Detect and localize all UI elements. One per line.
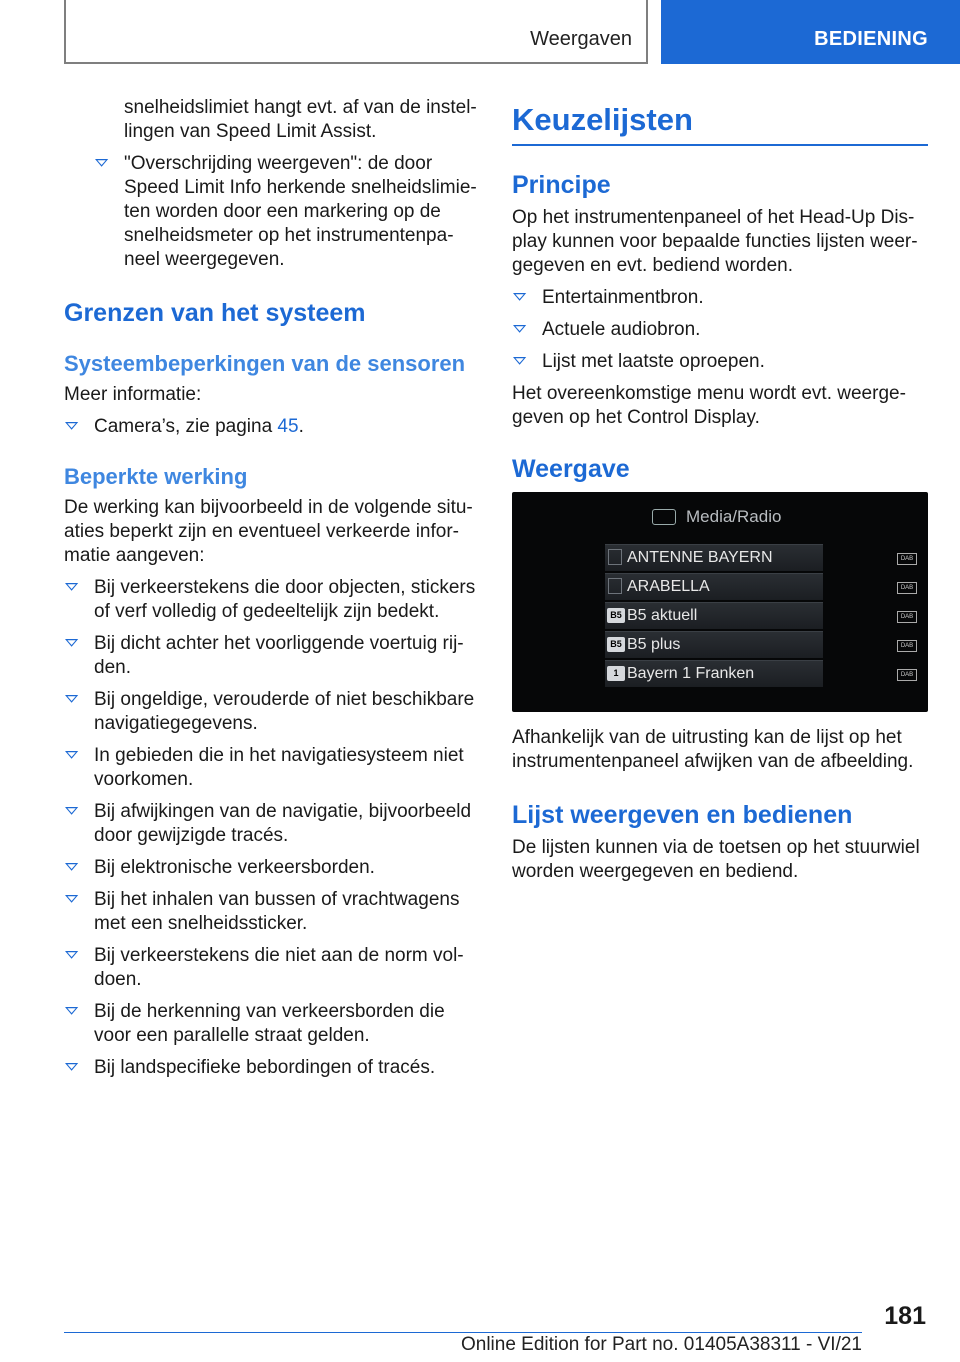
station-label: ANTENNE BAYERN	[627, 549, 773, 566]
list-item-text: Bij dicht achter het voorliggende voertuig rij-den.	[94, 633, 464, 678]
list-item	[64, 944, 480, 992]
list-item	[64, 576, 480, 624]
header-chapter-tab	[661, 0, 960, 64]
station-label: B5 aktuell	[627, 607, 698, 624]
list-item-text: Actuele audiobron.	[542, 319, 701, 340]
header-section-title: Weergaven	[530, 28, 632, 50]
dab-badge-icon: DAB	[897, 669, 917, 681]
bullet-triangle-icon	[513, 325, 526, 333]
station-row	[605, 631, 914, 658]
station-label: B5 plus	[627, 636, 681, 653]
list-item-text: Bij ongeldige, verouderde of niet beschikbare navigatiegegevens.	[94, 689, 475, 734]
media-radio-icon	[652, 509, 676, 525]
continued-paragraph: snelheidslimiet hangt evt. af van de instel-lingen van Speed Limit Assist.	[124, 97, 477, 142]
footer-rule	[64, 1332, 862, 1333]
screen-title-text: Media/Radio	[686, 507, 782, 526]
bullet-triangle-icon	[95, 159, 108, 167]
list-item	[64, 744, 480, 792]
heading-principle: Principe	[512, 171, 611, 199]
bullet-triangle-icon	[65, 863, 78, 871]
dab-badge-icon: DAB	[897, 640, 917, 652]
image-caption: Afhankelijk van de uitrusting kan de lijst op het instrumentenpaneel afwijken van de afbeelding.	[512, 727, 914, 772]
continued-bullet-text: "Overschrijding weergeven": de door Speed Limit Info herkende snelheidslimie-ten worden door een markering op de snelheidsmeter op het instrumentenpa-neel weergegeven.	[124, 153, 477, 270]
list-item	[512, 286, 928, 310]
heading-sensor-limits: Systeembeperkingen van de sensoren	[64, 351, 466, 376]
list-item	[64, 632, 480, 680]
list-item	[64, 1056, 480, 1080]
station-logo-icon: B5	[607, 637, 625, 652]
station-row	[605, 602, 914, 629]
list-item	[64, 856, 480, 880]
station-placeholder-icon	[608, 578, 622, 594]
principle-text: Op het instrumentenpaneel of het Head-Up Dis-play kunnen voor bepaalde functies lijsten weer-gegeven en evt. bediend worden.	[512, 207, 918, 276]
bullet-triangle-icon	[65, 422, 78, 430]
list-item	[64, 688, 480, 736]
bullet-triangle-icon	[65, 951, 78, 959]
bullet-triangle-icon	[513, 293, 526, 301]
list-item-text: Bij landspecifieke bebordingen of tracés.	[94, 1057, 436, 1078]
dab-badge-icon: DAB	[897, 611, 917, 623]
heading-display: Weergave	[512, 455, 630, 483]
dab-badge-icon: DAB	[897, 553, 917, 565]
list-item-text: Bij verkeerstekens die niet aan de norm vol-doen.	[94, 945, 464, 990]
heading-limited-function: Beperkte werking	[64, 464, 248, 489]
heading-list-display: Lijst weergeven en bedienen	[512, 801, 853, 829]
station-row	[605, 544, 914, 571]
list-item	[64, 415, 480, 439]
camera-ref-end: .	[298, 416, 304, 437]
list-item	[64, 888, 480, 936]
header-chapter-title: BEDIENING	[814, 28, 928, 50]
footer-edition: Online Edition for Part no. 01405A38311 - VI/21	[460, 1334, 862, 1355]
bullet-triangle-icon	[65, 639, 78, 647]
bullet-triangle-icon	[65, 583, 78, 591]
station-row	[605, 660, 914, 687]
menu-text: Het overeenkomstige menu wordt evt. weerge-geven op het Control Display.	[512, 383, 906, 428]
list-item	[64, 800, 480, 848]
header-section-box	[64, 0, 648, 64]
station-label: Bayern 1 Franken	[627, 665, 755, 682]
limited-intro-text: De werking kan bijvoorbeeld in de volgende situ-aties beperkt zijn en eventueel verkeerde infor-matie aangeven:	[64, 497, 473, 566]
list-item-text: In gebieden die in het navigatiesysteem niet voorkomen.	[94, 745, 464, 790]
station-label: ARABELLA	[627, 578, 710, 595]
camera-page-link[interactable]: 45	[277, 416, 299, 437]
station-logo-icon: 1	[607, 666, 625, 681]
list-item	[512, 318, 928, 342]
list-item	[512, 350, 928, 374]
bullet-triangle-icon	[65, 807, 78, 815]
list-item	[64, 1000, 480, 1048]
station-placeholder-icon	[608, 549, 622, 565]
instrument-panel-screenshot	[512, 492, 928, 712]
bullet-triangle-icon	[65, 695, 78, 703]
heading-keuzelijsten-block	[512, 100, 928, 146]
bullet-triangle-icon	[65, 1063, 78, 1071]
limitation-list	[64, 576, 480, 1080]
heading-system-limits: Grenzen van het systeem	[64, 299, 366, 327]
bullet-triangle-icon	[65, 895, 78, 903]
more-info-text: Meer informatie:	[64, 384, 202, 405]
camera-ref-text: Camera’s, zie pagina	[94, 416, 278, 437]
page-number: 181	[884, 1302, 926, 1330]
principle-list	[512, 286, 928, 374]
list-item-text: Bij afwijkingen van de navigatie, bijvoorbeeld door gewijzigde tracés.	[94, 801, 472, 846]
list-item-text: Bij elektronische verkeersborden.	[94, 857, 375, 878]
list-item-text: Lijst met laatste oproepen.	[542, 351, 765, 372]
list-item-text: Entertainmentbron.	[542, 287, 704, 308]
bullet-triangle-icon	[513, 357, 526, 365]
dab-badge-icon: DAB	[897, 582, 917, 594]
screen-title	[652, 507, 781, 527]
station-row	[605, 573, 914, 600]
right-column	[512, 100, 928, 892]
list-display-text: De lijsten kunnen via de toetsen op het stuurwiel worden weergegeven en bediend.	[512, 837, 920, 882]
continued-bullet	[64, 152, 480, 272]
heading-keuzelijsten: Keuzelijsten	[512, 102, 693, 137]
camera-list	[64, 415, 480, 439]
left-column	[64, 96, 480, 1088]
station-logo-icon: B5	[607, 608, 625, 623]
list-item-text: Bij de herkenning van verkeersborden die voor een parallelle straat gelden.	[94, 1001, 445, 1046]
list-item-text: Bij het inhalen van bussen of vrachtwagens met een snelheidssticker.	[94, 889, 460, 934]
bullet-triangle-icon	[65, 1007, 78, 1015]
list-item-text: Bij verkeerstekens die door objecten, stickers of verf volledig of gedeeltelijk zijn bedekt.	[94, 577, 476, 622]
bullet-triangle-icon	[65, 751, 78, 759]
